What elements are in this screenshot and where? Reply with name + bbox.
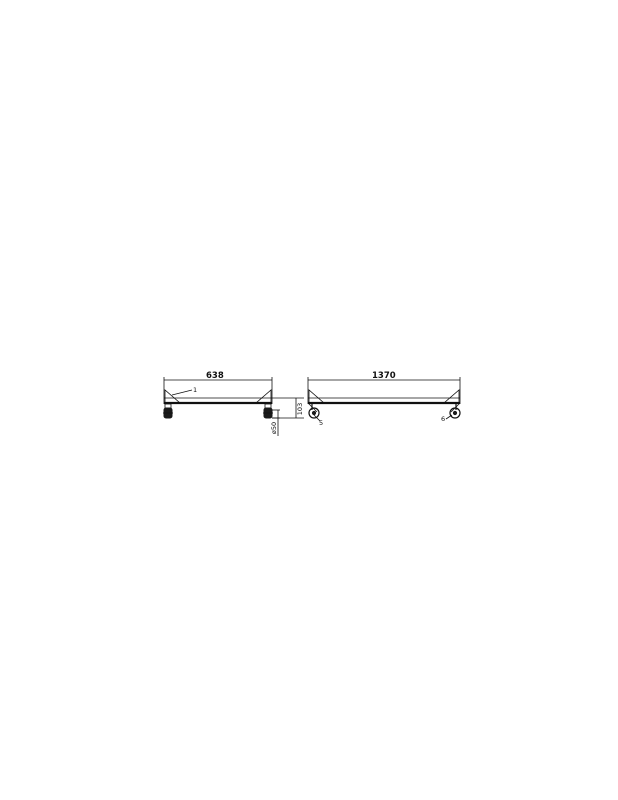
dimension-label-103: 103: [296, 402, 304, 416]
callout-label-1: 1: [193, 386, 198, 394]
callout-label-6: 6: [441, 415, 446, 423]
callout-1: [172, 386, 197, 395]
dimension-1370: [308, 371, 460, 398]
dimension-label-diameter: ø50: [270, 421, 278, 435]
callout-6: [441, 415, 452, 423]
side-view: [163, 371, 304, 436]
caster-right-front: [450, 404, 460, 418]
callout-label-5: 5: [319, 419, 324, 427]
dimension-638: [164, 371, 272, 398]
side-frame: [164, 390, 272, 404]
caster-left-side: [163, 404, 173, 418]
caster-right-side: [263, 404, 273, 418]
dimension-label-638: 638: [206, 371, 224, 381]
front-view: [308, 371, 460, 427]
callout-5: [314, 415, 323, 427]
dimension-label-1370: 1370: [372, 371, 396, 381]
front-frame: [308, 390, 460, 404]
caster-left-front: [309, 404, 319, 418]
dimension-103: [272, 398, 304, 418]
